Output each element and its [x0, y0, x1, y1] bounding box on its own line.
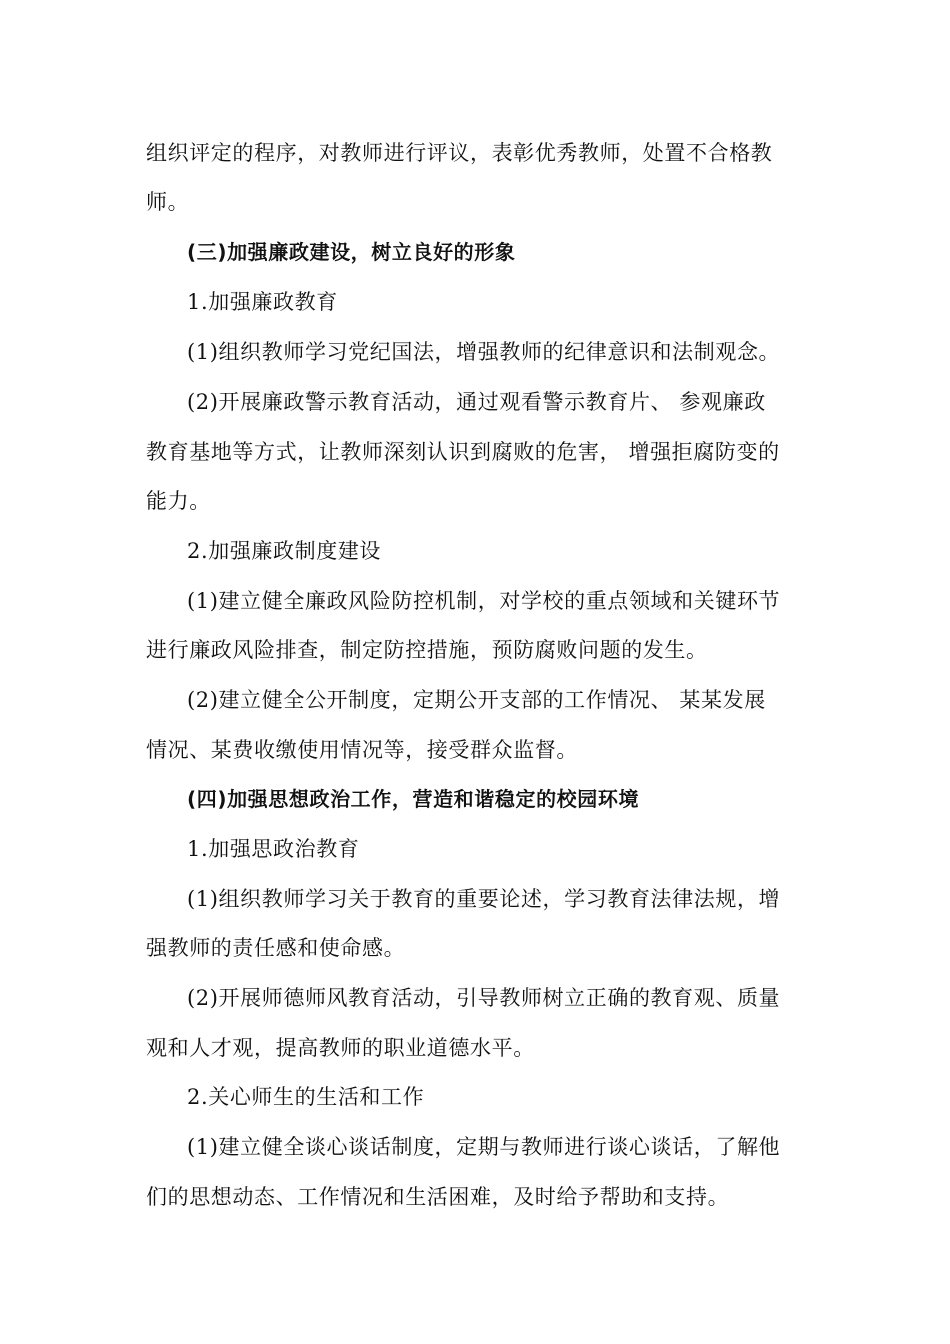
text-line: 观和人才观，提高教师的职业道德水平。 [146, 1036, 535, 1060]
subsection-heading: 2.关心师生的生活和工作 [187, 1085, 425, 1109]
text-line: 进行廉政风险排查，制定防控措施，预防腐败问题的发生。 [146, 638, 708, 662]
text-line: (1)建立健全廉政风险防控机制，对学校的重点领域和关键环节 [187, 589, 781, 613]
section-heading: (四)加强思想政治工作，营造和谐稳定的校园环境 [187, 787, 640, 811]
text-line: 能力。 [146, 489, 211, 513]
text-line: (2)建立健全公开制度，定期公开支部的工作情况、 某某发展 [187, 688, 766, 712]
subsection-heading: 1.加强思政治教育 [187, 837, 360, 861]
text-line: 师。 [146, 190, 190, 214]
text-line: (1)组织教师学习关于教育的重要论述，学习教育法律法规，增 [187, 887, 781, 911]
text-line: (1)组织教师学习党纪国法，增强教师的纪律意识和法制观念。 [187, 340, 781, 364]
text-line: (1)建立健全谈心谈话制度，定期与教师进行谈心谈话，了解他 [187, 1135, 781, 1159]
text-line: 组织评定的程序，对教师进行评议，表彰优秀教师，处置不合格教 [146, 141, 773, 165]
subsection-heading: 1.加强廉政教育 [187, 290, 338, 314]
text-line: 们的思想动态、工作情况和生活困难，及时给予帮助和支持。 [146, 1185, 730, 1209]
text-line: 强教师的责任感和使命感。 [146, 936, 406, 960]
subsection-heading: 2.加强廉政制度建设 [187, 539, 382, 563]
text-line: (2)开展廉政警示教育活动，通过观看警示教育片、 参观廉政 [187, 390, 766, 414]
section-heading: (三)加强廉政建设，树立良好的形象 [187, 240, 516, 264]
text-line: 情况、某费收缴使用情况等，接受群众监督。 [146, 738, 578, 762]
text-line: 教育基地等方式，让教师深刻认识到腐败的危害， 增强拒腐防变的 [146, 440, 780, 464]
text-line: (2)开展师德师风教育活动，引导教师树立正确的教育观、质量 [187, 986, 781, 1010]
